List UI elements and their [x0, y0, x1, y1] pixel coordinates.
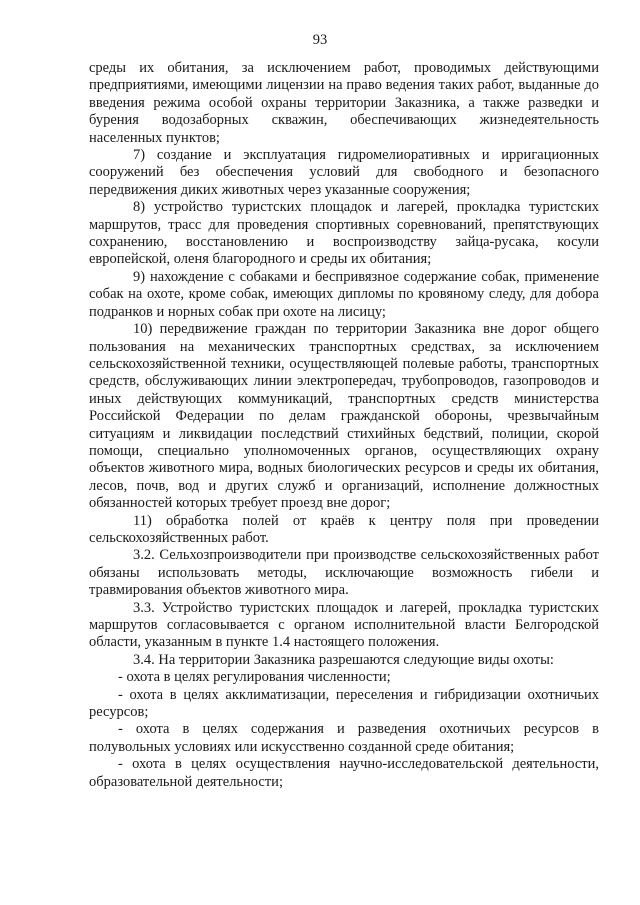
paragraph-3-4: 3.4. На территории Заказника разрешаются следующие виды охоты: [133, 651, 554, 668]
document-body [89, 60, 599, 791]
paragraph-3-3: 3.3. Устройство туристских площадок и лагерей, прокладка туристских маршрутов согласовывается с органом исполнительной власти Белгородской области, указанным в пункте 1.4 настоящего положения. [89, 599, 599, 651]
list-item-hunting-acclimatization: - охота в целях акклиматизации, переселения и гибридизации охотничьих ресурсов; [89, 686, 599, 721]
paragraph-item-9: 9) нахождение с собаками и беспривязное содержание собак, применение собак на охоте, кроме собак, имеющих дипломы по кровяному следу, для добора подранков и норных собак при охоте на лисицу; [89, 268, 599, 320]
list-item-hunting-breeding: - охота в целях содержания и разведения охотничьих ресурсов в полувольных условиях или искусственно созданной среде обитания; [89, 721, 599, 755]
list-item-hunting-research: - охота в целях осуществления научно-исследовательской деятельности, образовательной деятельности; [89, 756, 599, 790]
paragraph-item-11: 11) обработка полей от краёв к центру поля при проведении сельскохозяйственных работ. [89, 512, 599, 546]
page-number: 93 [312, 32, 328, 48]
list-item-hunting-regulation: - охота в целях регулирования численности; [118, 669, 391, 686]
paragraph-continuation: среды их обитания, за исключением работ, проводимых действующими предприятиями, имеющими лицензии на право ведения таких работ, выданные до введения режима особой охраны территории Заказника, а также разведки и бурения водозаборных скважин, обеспечивающих жизнедеятельность населенных пунктов; [89, 60, 599, 146]
paragraph-item-10: 10) передвижение граждан по территории Заказника вне дорог общего пользования на механических транспортных средствах, за исключением сельскохозяйственной техники, осуществляющей полевые работы, транспортных средств, обслуживающих линии электропередач, трубопроводов, газопроводов и иных действующих коммуникаций, транспортных средств министерства Российской Федерации по делам гражданской обороны, чрезвычайным ситуациям и ликвидации последствий стихийных бедствий, полиции, скорой помощи, специально уполномоченных органов, осуществляющих охрану объектов животного мира, водных биологических ресурсов и среды их обитания, лесов, почв, вод и других служб и организаций, исполнение должностных обязанностей которых требует проезд вне дорог; [89, 321, 599, 512]
paragraph-item-7: 7) создание и эксплуатация гидромелиоративных и ирригационных сооружений без обеспечения условий для свободного и безопасного передвижения диких животных через указанные сооружения; [89, 147, 599, 198]
paragraph-3-2: 3.2. Сельхозпроизводители при производстве сельскохозяйственных работ обязаны использовать методы, исключающие возможность гибели и травмирования объектов животного мира. [89, 547, 599, 599]
paragraph-item-8: 8) устройство туристских площадок и лагерей, прокладка туристских маршрутов, трасс для проведения спортивных соревнований, препятствующих сохранению, восстановлению и воспроизводству зайца-русака, косули европейской, оленя благородного и среды их обитания; [89, 199, 599, 268]
